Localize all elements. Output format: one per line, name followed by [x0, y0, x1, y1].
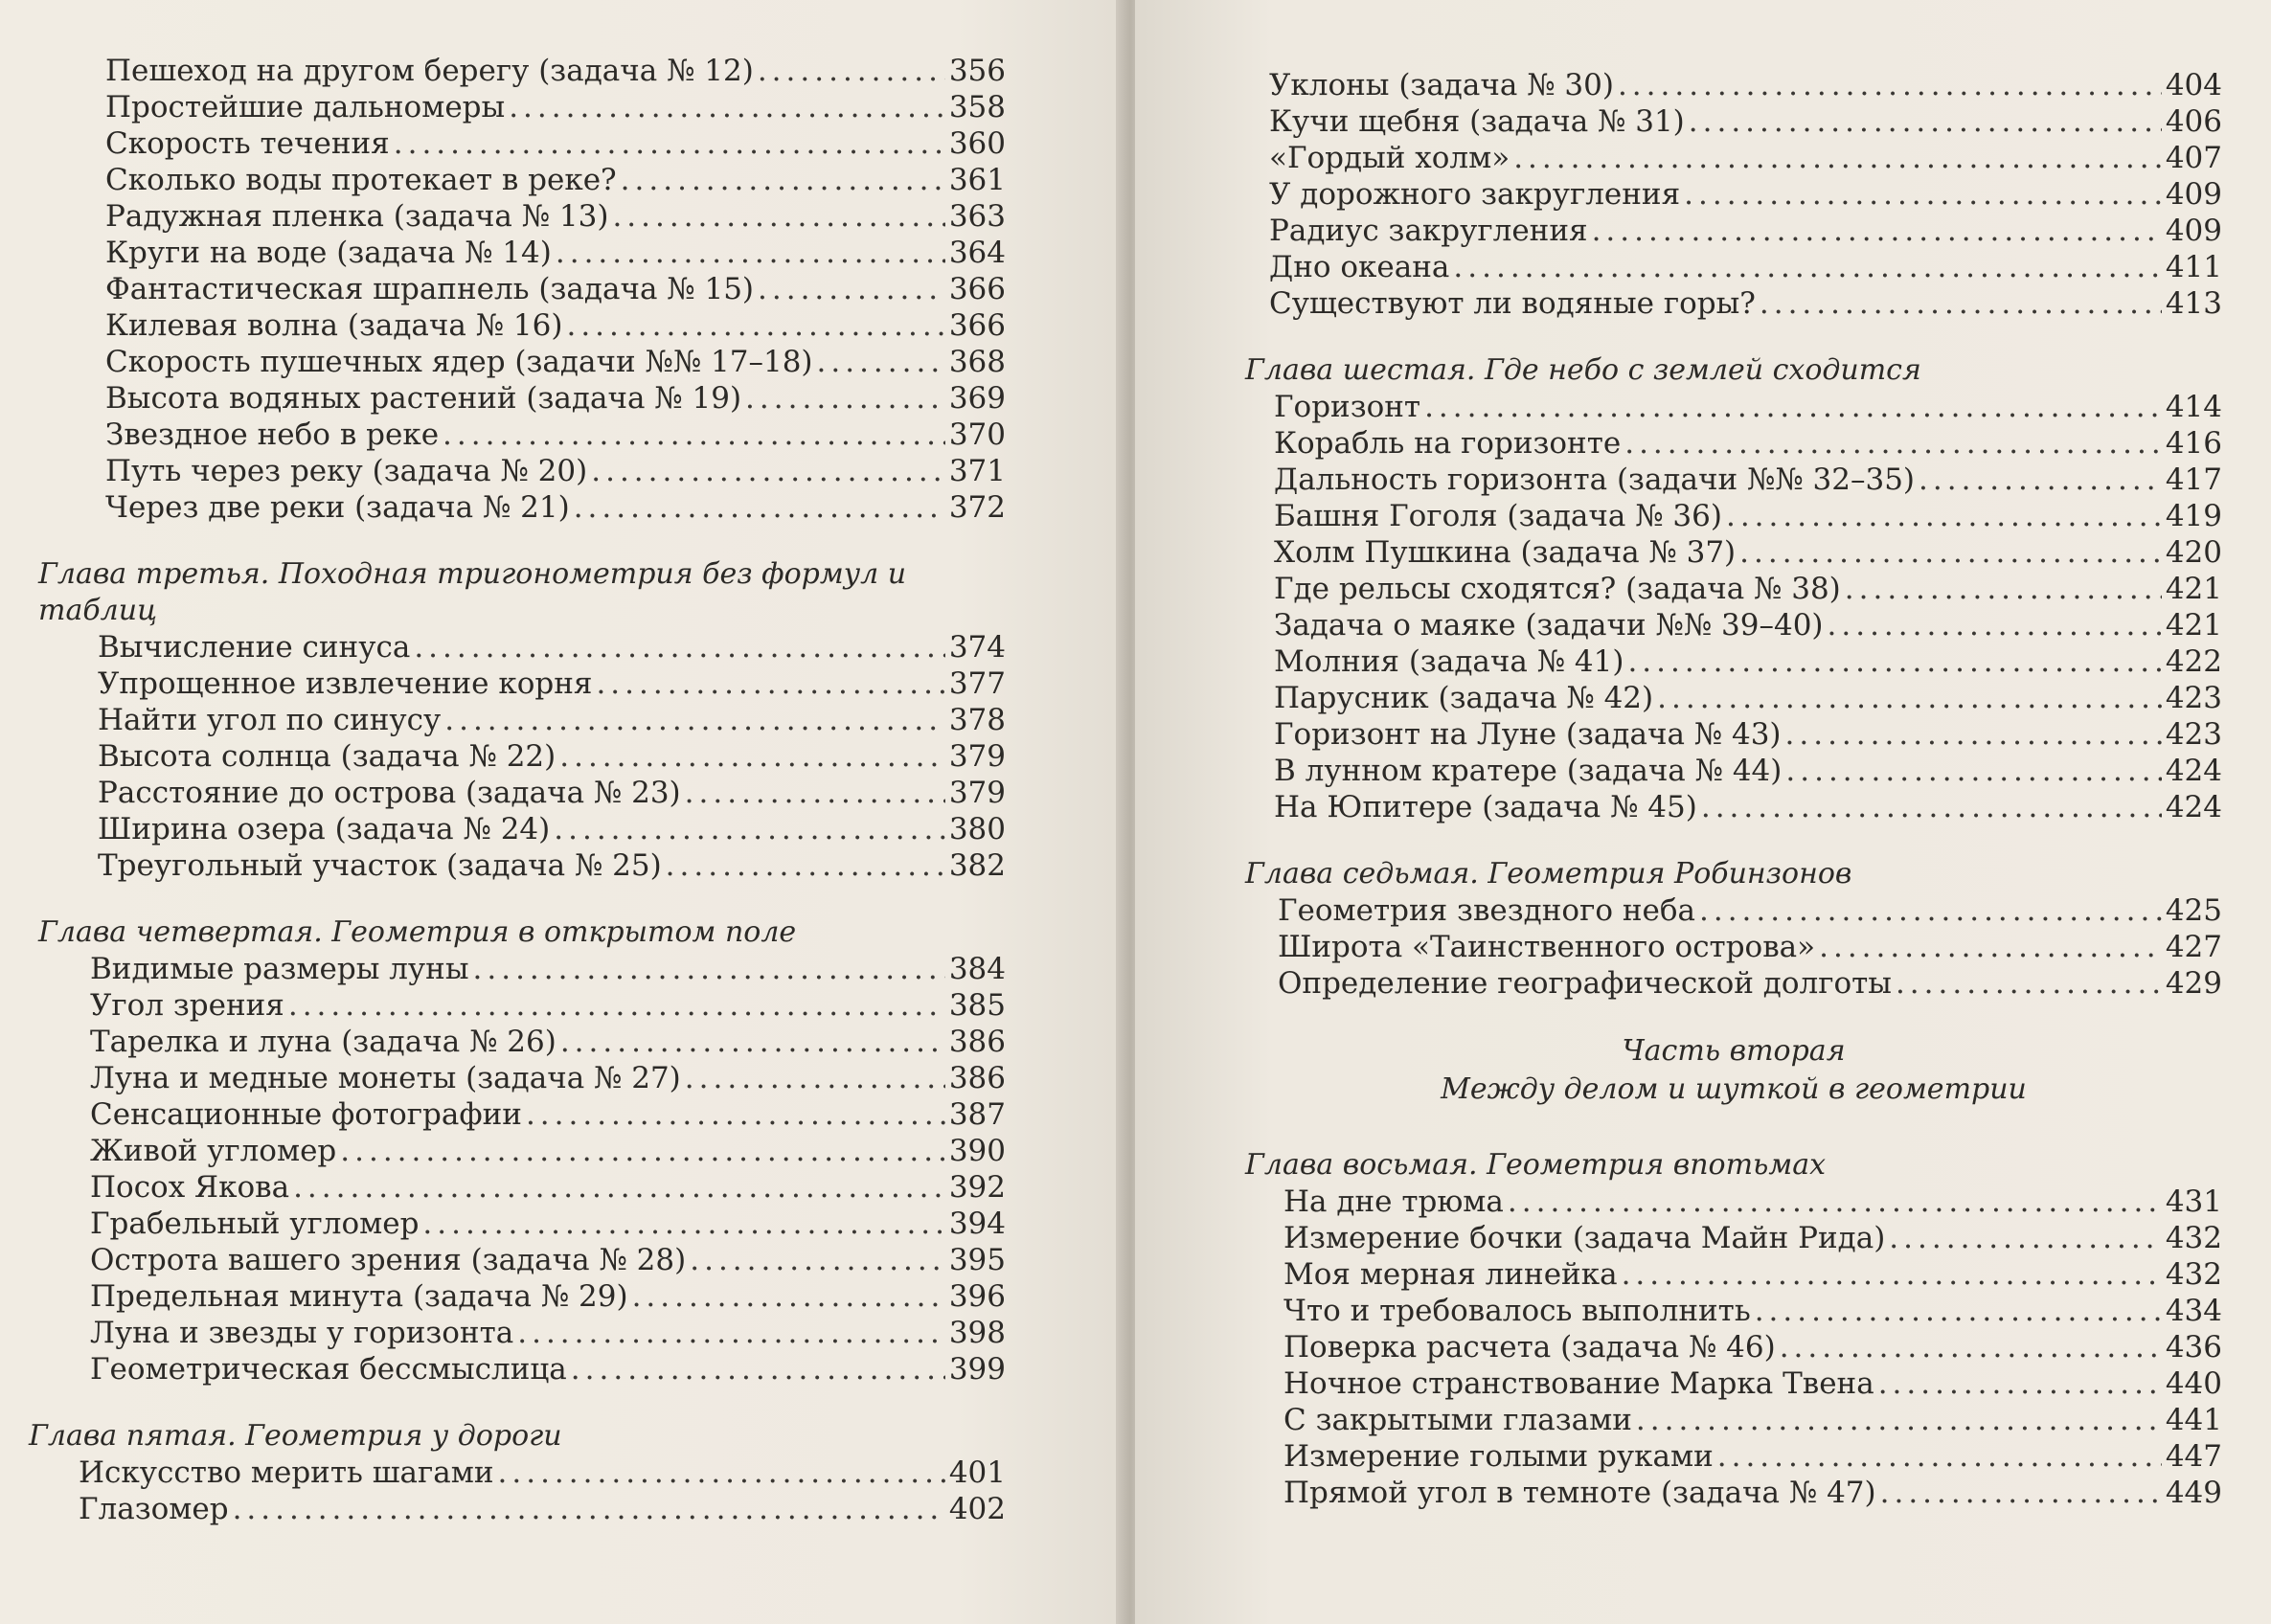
entry-title: Упрощенное извлечение корня: [98, 666, 593, 701]
toc-entry: [1274, 643, 2222, 680]
entry-page-number: 371: [948, 454, 1006, 488]
dot-leader: [1717, 1438, 2162, 1475]
entry-title: Измерение голыми руками: [1283, 1439, 1714, 1474]
left-page: [0, 0, 1125, 1624]
entry-page-number: 421: [2165, 608, 2222, 643]
toc-entry: [98, 665, 1006, 702]
toc-entry: [79, 1455, 1006, 1491]
entry-title: Задача о маяке (задачи №№ 39–40): [1274, 608, 1824, 643]
toc-entry: [1283, 1475, 2222, 1511]
dot-leader: [817, 344, 945, 380]
dot-leader: [1785, 716, 2162, 753]
dot-leader: [571, 1351, 945, 1387]
dot-leader: [1699, 892, 2162, 929]
chapter-3: [38, 556, 1006, 884]
toc-entry: [1283, 1184, 2222, 1220]
right-top-entries: [1269, 67, 2222, 322]
dot-leader: [1508, 1184, 2162, 1220]
entry-title: Ширина озера (задача № 24): [98, 812, 551, 846]
dot-leader: [1785, 753, 2161, 789]
toc-entry: [1278, 892, 2222, 929]
entry-page-number: 379: [948, 776, 1006, 810]
dot-leader: [556, 235, 945, 271]
dot-leader: [473, 951, 945, 987]
entry-page-number: 358: [948, 90, 1006, 124]
entry-page-number: 406: [2165, 104, 2222, 139]
entry-title: Парусник (задача № 42): [1274, 681, 1654, 715]
entry-title: Звездное небо в реке: [105, 417, 440, 452]
entry-page-number: 356: [948, 54, 1006, 88]
toc-entry: [1269, 140, 2222, 176]
entry-title: Радиус закругления: [1269, 214, 1588, 248]
dot-leader: [340, 1133, 945, 1169]
chapter-5: [29, 1418, 1006, 1527]
entry-title: С закрытыми глазами: [1283, 1403, 1632, 1437]
toc-entry: [1283, 1293, 2222, 1329]
toc-entry: [1283, 1438, 2222, 1475]
toc-entry: [1269, 67, 2222, 103]
dot-leader: [444, 702, 945, 738]
entry-page-number: 402: [948, 1492, 1006, 1526]
entry-title: Ночное странствование Марка Твена: [1283, 1366, 1874, 1401]
dot-leader: [1919, 462, 2162, 498]
dot-leader: [526, 1096, 945, 1133]
chapter-heading: Глава шестая. Где небо с землей сходится: [1245, 353, 1921, 387]
entry-title: Высота водяных растений (задача № 19): [105, 381, 742, 416]
entry-title: Фантастическая шрапнель (задача № 15): [105, 272, 755, 306]
entry-title: Видимые размеры луны: [90, 952, 469, 986]
entry-title: Что и требовалось выполнить: [1283, 1294, 1751, 1328]
toc-entry: [1269, 285, 2222, 322]
entry-title: Скорость течения: [105, 126, 390, 161]
toc-entry: [90, 1024, 1006, 1060]
chapter-entries: [1278, 892, 2222, 1002]
toc-entry: [105, 271, 1006, 307]
dot-leader: [1760, 285, 2162, 322]
toc-entry: [90, 1315, 1006, 1351]
toc-entry: [105, 162, 1006, 198]
toc-entry: [90, 1242, 1006, 1278]
entry-page-number: 386: [948, 1025, 1006, 1059]
toc-entry: [105, 344, 1006, 380]
toc-entry: [98, 811, 1006, 847]
dot-leader: [574, 489, 945, 526]
toc-entry: [105, 53, 1006, 89]
toc-entry: [1269, 176, 2222, 213]
chapter-heading: Глава восьмая. Геометрия впотьмах: [1245, 1148, 1827, 1182]
dot-leader: [1726, 498, 2162, 534]
entry-page-number: 369: [948, 381, 1006, 416]
dot-leader: [1880, 1475, 2162, 1511]
entry-title: Молния (задача № 41): [1274, 644, 1624, 679]
toc-entry: [98, 847, 1006, 884]
entry-title: Круги на воде (задача № 14): [105, 236, 552, 270]
entry-title: Башня Гоголя (задача № 36): [1274, 499, 1722, 533]
toc-entry: [90, 1133, 1006, 1169]
entry-page-number: 395: [948, 1243, 1006, 1277]
entry-title: Путь через реку (задача № 20): [105, 454, 588, 488]
entry-page-number: 409: [2165, 177, 2222, 212]
dot-leader: [1845, 571, 2162, 607]
left-top-entries: [105, 53, 1006, 526]
toc-entry: [1274, 389, 2222, 425]
dot-leader: [1878, 1365, 2162, 1402]
dot-leader: [1819, 929, 2162, 965]
dot-leader: [1618, 67, 2162, 103]
entry-title: Через две реки (задача № 21): [105, 490, 570, 525]
chapter-heading: Глава пятая. Геометрия у дороги: [29, 1419, 562, 1453]
dot-leader: [422, 1206, 944, 1242]
entry-page-number: 436: [2165, 1330, 2222, 1365]
toc-entry: [1274, 462, 2222, 498]
entry-title: Корабль на горизонте: [1274, 426, 1622, 461]
dot-leader: [666, 847, 945, 884]
entry-title: Пешеход на другом берегу (задача № 12): [105, 54, 754, 88]
dot-leader: [685, 1060, 945, 1096]
entry-title: Грабельный угломер: [90, 1207, 420, 1241]
entry-page-number: 382: [948, 848, 1006, 883]
toc-entry: [1274, 680, 2222, 716]
toc-entry: [90, 1206, 1006, 1242]
entry-page-number: 423: [2165, 681, 2222, 715]
entry-page-number: 409: [2165, 214, 2222, 248]
entry-title: На дне трюма: [1283, 1184, 1504, 1219]
entry-title: Дно океана: [1269, 250, 1450, 284]
toc-entry: [98, 738, 1006, 775]
entry-page-number: 407: [2165, 141, 2222, 175]
entry-page-number: 386: [948, 1061, 1006, 1095]
entry-title: У дорожного закругления: [1269, 177, 1681, 212]
dot-leader: [1701, 789, 2162, 825]
chapter-6: [1245, 352, 2222, 825]
toc-entry: [1274, 534, 2222, 571]
dot-leader: [559, 738, 945, 775]
dot-leader: [1755, 1293, 2162, 1329]
entry-page-number: 387: [948, 1097, 1006, 1132]
toc-entry: [1283, 1256, 2222, 1293]
toc-entry: [105, 417, 1006, 453]
entry-page-number: 427: [2165, 930, 2222, 964]
toc-entry: [1274, 716, 2222, 753]
entry-title: Радужная пленка (задача № 13): [105, 199, 609, 234]
entry-title: Треугольный участок (задача № 25): [98, 848, 662, 883]
chapter-heading: Глава седьмая. Геометрия Робинзонов: [1245, 857, 1852, 891]
entry-title: Сколько воды протекает в реке?: [105, 163, 617, 197]
right-page: [1135, 0, 2271, 1624]
chapter-entries: [79, 1455, 1006, 1527]
chapter-entries: [1283, 1184, 2222, 1511]
entry-page-number: 417: [2165, 462, 2222, 497]
entry-title: Скорость пушечных ядер (задачи №№ 17–18): [105, 345, 813, 379]
toc-entry: [1274, 498, 2222, 534]
toc-entry: [105, 89, 1006, 125]
entry-title: Существуют ли водяные горы?: [1269, 286, 1756, 321]
entry-page-number: 440: [2165, 1366, 2222, 1401]
dot-leader: [1636, 1402, 2162, 1438]
entry-page-number: 366: [948, 308, 1006, 343]
toc-entry: [90, 1278, 1006, 1315]
toc-entry: [90, 987, 1006, 1024]
toc-entry: [1269, 249, 2222, 285]
toc-entry: [90, 1169, 1006, 1206]
dot-leader: [758, 53, 945, 89]
entry-page-number: 404: [2165, 68, 2222, 102]
chapter-entries: [1274, 389, 2222, 825]
dot-leader: [1453, 249, 2161, 285]
toc-entry: [1269, 213, 2222, 249]
entry-page-number: 411: [2165, 250, 2222, 284]
entry-page-number: 366: [948, 272, 1006, 306]
entry-title: Уклоны (задача № 30): [1269, 68, 1614, 102]
entry-page-number: 360: [948, 126, 1006, 161]
dot-leader: [233, 1491, 945, 1527]
entry-page-number: 423: [2165, 717, 2222, 752]
entry-title: Посох Якова: [90, 1170, 290, 1205]
toc-entry: [105, 453, 1006, 489]
toc-entry: [1278, 965, 2222, 1002]
entry-title: На Юпитере (задача № 45): [1274, 790, 1697, 824]
dot-leader: [612, 198, 944, 235]
entry-title: Высота солнца (задача № 22): [98, 739, 556, 774]
entry-title: «Гордый холм»: [1269, 141, 1510, 175]
dot-leader: [1624, 425, 2162, 462]
entry-page-number: 419: [2165, 499, 2222, 533]
entry-page-number: 431: [2165, 1184, 2222, 1219]
toc-entry: [90, 951, 1006, 987]
chapter-entries: [90, 951, 1006, 1387]
entry-title: Искусство мерить шагами: [79, 1455, 494, 1490]
entry-page-number: 368: [948, 345, 1006, 379]
chapter-4: [38, 914, 1006, 1387]
toc-entry: [105, 380, 1006, 417]
entry-title: Расстояние до острова (задача № 23): [98, 776, 681, 810]
chapter-heading: Глава четвертая. Геометрия в открытом поле: [38, 915, 797, 949]
toc-entry: [79, 1491, 1006, 1527]
entry-title: Геометрическая бессмыслица: [90, 1352, 567, 1387]
dot-leader: [414, 629, 945, 665]
chapter-7: [1245, 856, 2222, 1002]
dot-leader: [758, 271, 945, 307]
entry-page-number: 384: [948, 952, 1006, 986]
dot-leader: [498, 1455, 945, 1491]
dot-leader: [517, 1315, 945, 1351]
dot-leader: [1684, 176, 2162, 213]
entry-title: В лунном кратере (задача № 44): [1274, 754, 1783, 788]
dot-leader: [509, 89, 945, 125]
dot-leader: [1896, 965, 2162, 1002]
chapter-heading: Глава третья. Походная тригонометрия без формул и таблиц: [38, 557, 907, 627]
entry-title: Холм Пушкина (задача № 37): [1274, 535, 1737, 570]
dot-leader: [1739, 534, 2162, 571]
entry-title: Дальность горизонта (задачи №№ 32–35): [1274, 462, 1916, 497]
entry-page-number: 421: [2165, 572, 2222, 606]
toc-entry: [1278, 929, 2222, 965]
toc-entry: [105, 198, 1006, 235]
entry-title: Глазомер: [79, 1492, 229, 1526]
entry-title: Прямой угол в темноте (задача № 47): [1283, 1476, 1876, 1510]
dot-leader: [288, 987, 945, 1024]
entry-title: Простейшие дальномеры: [105, 90, 506, 124]
toc-entry: [1274, 789, 2222, 825]
entry-page-number: 413: [2165, 286, 2222, 321]
dot-leader: [394, 125, 945, 162]
toc-entry: [1283, 1402, 2222, 1438]
part-two: [1245, 1032, 2222, 1109]
entry-page-number: 425: [2165, 893, 2222, 928]
right-toc: [1245, 67, 2222, 1542]
entry-page-number: 390: [948, 1134, 1006, 1168]
dot-leader: [1424, 389, 2162, 425]
entry-page-number: 447: [2165, 1439, 2222, 1474]
toc-entry: [1274, 753, 2222, 789]
left-toc: [29, 53, 1006, 1558]
dot-leader: [1889, 1220, 2162, 1256]
entry-page-number: 449: [2165, 1476, 2222, 1510]
dot-leader: [566, 307, 944, 344]
entry-title: Горизонт: [1274, 390, 1421, 424]
dot-leader: [690, 1242, 945, 1278]
dot-leader: [621, 162, 945, 198]
entry-title: Измерение бочки (задача Майн Рида): [1283, 1221, 1886, 1255]
entry-page-number: 432: [2165, 1257, 2222, 1292]
entry-page-number: 378: [948, 703, 1006, 737]
entry-page-number: 394: [948, 1207, 1006, 1241]
entry-title: Геометрия звездного неба: [1278, 893, 1695, 928]
entry-title: Килевая волна (задача № 16): [105, 308, 563, 343]
dot-leader: [554, 811, 945, 847]
toc-entry: [98, 702, 1006, 738]
entry-title: Вычисление синуса: [98, 630, 411, 665]
entry-page-number: 364: [948, 236, 1006, 270]
dot-leader: [1828, 607, 2162, 643]
toc-entry: [98, 629, 1006, 665]
toc-entry: [90, 1351, 1006, 1387]
entry-title: Луна и медные монеты (задача № 27): [90, 1061, 681, 1095]
entry-page-number: 379: [948, 739, 1006, 774]
entry-title: Острота вашего зрения (задача № 28): [90, 1243, 687, 1277]
toc-entry: [1269, 103, 2222, 140]
entry-page-number: 372: [948, 490, 1006, 525]
toc-entry: [1274, 607, 2222, 643]
entry-page-number: 429: [2165, 966, 2222, 1001]
entry-page-number: 401: [948, 1455, 1006, 1490]
entry-title: Поверка расчета (задача № 46): [1283, 1330, 1776, 1365]
dot-leader: [591, 453, 945, 489]
entry-page-number: 374: [948, 630, 1006, 665]
part-title: Между делом и шуткой в геометрии: [1441, 1072, 2027, 1106]
chapter-entries: [98, 629, 1006, 884]
entry-page-number: 424: [2165, 754, 2222, 788]
toc-entry: [105, 235, 1006, 271]
entry-page-number: 416: [2165, 426, 2222, 461]
entry-page-number: 399: [948, 1352, 1006, 1387]
entry-page-number: 370: [948, 417, 1006, 452]
entry-page-number: 363: [948, 199, 1006, 234]
dot-leader: [1780, 1329, 2162, 1365]
entry-title: Угол зрения: [90, 988, 284, 1023]
dot-leader: [685, 775, 945, 811]
dot-leader: [632, 1278, 945, 1315]
entry-title: Моя мерная линейка: [1283, 1257, 1618, 1292]
entry-title: Луна и звезды у горизонта: [90, 1316, 514, 1350]
toc-entry: [1274, 425, 2222, 462]
entry-page-number: 424: [2165, 790, 2222, 824]
entry-title: Живой угломер: [90, 1134, 337, 1168]
entry-page-number: 432: [2165, 1221, 2222, 1255]
dot-leader: [596, 665, 944, 702]
entry-page-number: 392: [948, 1170, 1006, 1205]
dot-leader: [293, 1169, 945, 1206]
entry-page-number: 396: [948, 1279, 1006, 1314]
toc-entry: [105, 125, 1006, 162]
entry-title: Сенсационные фотографии: [90, 1097, 522, 1132]
entry-page-number: 422: [2165, 644, 2222, 679]
toc-entry: [1283, 1365, 2222, 1402]
entry-title: Где рельсы сходятся? (задача № 38): [1274, 572, 1841, 606]
entry-title: Горизонт на Луне (задача № 43): [1274, 717, 1782, 752]
entry-page-number: 361: [948, 163, 1006, 197]
dot-leader: [1689, 103, 2162, 140]
entry-page-number: 398: [948, 1316, 1006, 1350]
chapter-8: [1245, 1147, 2222, 1511]
dot-leader: [1622, 1256, 2162, 1293]
entry-title: Найти угол по синусу: [98, 703, 442, 737]
dot-leader: [745, 380, 945, 417]
part-label: Часть вторая: [1622, 1034, 1846, 1068]
entry-title: Тарелка и луна (задача № 26): [90, 1025, 556, 1059]
entry-page-number: 380: [948, 812, 1006, 846]
entry-page-number: 420: [2165, 535, 2222, 570]
entry-title: Кучи щебня (задача № 31): [1269, 104, 1685, 139]
toc-entry: [1283, 1220, 2222, 1256]
entry-page-number: 434: [2165, 1294, 2222, 1328]
toc-entry: [90, 1060, 1006, 1096]
entry-title: Широта «Таинственного острова»: [1278, 930, 1816, 964]
entry-page-number: 441: [2165, 1403, 2222, 1437]
dot-leader: [1627, 643, 2161, 680]
entry-title: Определение географической долготы: [1278, 966, 1892, 1001]
entry-title: Предельная минута (задача № 29): [90, 1279, 628, 1314]
entry-page-number: 385: [948, 988, 1006, 1023]
toc-entry: [105, 489, 1006, 526]
dot-leader: [443, 417, 945, 453]
toc-entry: [1283, 1329, 2222, 1365]
dot-leader: [1657, 680, 2162, 716]
entry-page-number: 414: [2165, 390, 2222, 424]
dot-leader: [560, 1024, 945, 1060]
toc-entry: [90, 1096, 1006, 1133]
entry-page-number: 377: [948, 666, 1006, 701]
toc-entry: [1274, 571, 2222, 607]
dot-leader: [1592, 213, 2162, 249]
dot-leader: [1513, 140, 2162, 176]
toc-entry: [105, 307, 1006, 344]
toc-entry: [98, 775, 1006, 811]
